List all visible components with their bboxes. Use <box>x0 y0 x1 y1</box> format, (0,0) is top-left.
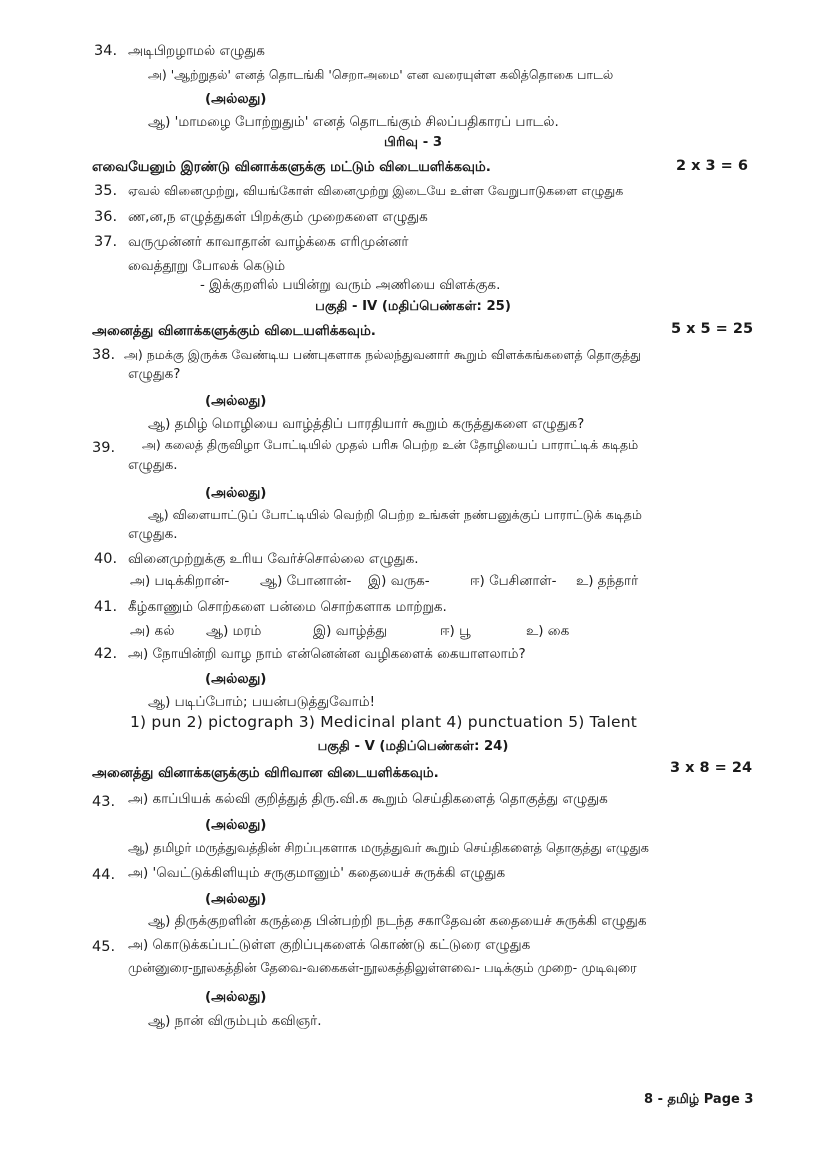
part-title: பகுதி - IV (மதிப்பெண்கள்: 25) <box>315 299 511 314</box>
option-a: அ) 'வெட்டுக்கிளியும் சருகுமானும்' கதையைச் சுருக்கி எழுதுக <box>128 865 506 881</box>
section-instruction: எவையேனும் இரண்டு வினாக்களுக்கு மட்டும் விடையளிக்கவும். <box>92 159 491 175</box>
option-b: ஆ) விளையாட்டுப் போட்டியில் வெற்றி பெற்ற உங்கள் நண்பனுக்குப் பாராட்டுக் கடிதம் <box>148 507 642 522</box>
part-score: 5 x 5 = 25 <box>671 321 754 337</box>
option-b: ஆ) மரம் <box>206 623 262 639</box>
question-number: 40. <box>94 551 118 567</box>
question-number: 36. <box>94 209 118 225</box>
page-footer: 8 - தமிழ் Page 3 <box>644 1092 754 1107</box>
option-a: அ) 'ஆற்றுதல்' எனத் தொடங்கி 'செறாஅமை' என வரையுள்ள கலித்தொகை பாடல் <box>148 67 614 82</box>
option-e: உ) கை <box>526 623 570 639</box>
option-b: ஆ) நான் விரும்பும் கவிஞர். <box>148 1013 322 1029</box>
question-number: 43. <box>92 794 116 810</box>
part-title: பகுதி - V (மதிப்பெண்கள்: 24) <box>317 739 509 754</box>
part-score: 3 x 8 = 24 <box>670 760 753 776</box>
question-text: ண,ன,ந எழுத்துகள் பிறக்கும் முறைகளை எழுதுக <box>128 209 428 225</box>
part-instruction: அனைத்து வினாக்களுக்கும் விரிவான விடையளிக்கவும். <box>92 765 439 781</box>
question-number: 38. <box>92 347 116 363</box>
question-text: வைத்தூறு போலக் கெடும் <box>128 258 286 274</box>
question-number: 34. <box>94 43 118 59</box>
or-label: (அல்லது) <box>205 485 267 501</box>
option-c: இ) வருக- <box>368 573 430 589</box>
question-number: 44. <box>92 867 116 883</box>
or-label: (அல்லது) <box>205 671 267 687</box>
option-a: எழுதுக? <box>128 366 181 382</box>
option-a: அ) கல் <box>130 623 175 639</box>
english-word-list: 1) pun 2) pictograph 3) Medicinal plant 4) punctuation 5) Talent <box>130 713 637 731</box>
or-label: (அல்லது) <box>205 891 267 907</box>
option-d: ஈ) பூ <box>440 623 471 639</box>
or-label: (அல்லது) <box>205 989 267 1005</box>
question-text: வினைமுற்றுக்கு உரிய வேர்ச்சொல்லை எழுதுக. <box>128 551 419 567</box>
option-e: உ) தந்தார் <box>576 573 639 589</box>
or-label: (அல்லது) <box>205 91 267 107</box>
option-a: அ) நமக்கு இருக்க வேண்டிய பண்புகளாக நல்லந்துவனார் கூறும் விளக்கங்களைத் தொகுத்து <box>124 347 642 362</box>
question-number: 35. <box>94 183 118 199</box>
section-title: பிரிவு - 3 <box>383 135 443 150</box>
option-a: எழுதுக. <box>128 457 178 473</box>
option-a: அ) காப்பியக் கல்வி குறித்துத் திரு.வி.க கூறும் செய்திகளைத் தொகுத்து எழுதுக <box>128 791 608 807</box>
option-b: ஆ) படிப்போம்; பயன்படுத்துவோம்! <box>148 694 375 710</box>
option-d: ஈ) பேசினாள்- <box>470 573 557 589</box>
question-text: ஏவல் வினைமுற்று, வியங்கோள் வினைமுற்று இடையே உள்ள வேறுபாடுகளை எழுதுக <box>128 183 624 198</box>
question-number: 39. <box>92 440 116 456</box>
option-c: இ) வாழ்த்து <box>313 623 388 639</box>
option-a: அ) கொடுக்கப்பட்டுள்ள குறிப்புகளைக் கொண்டு கட்டுரை எழுதுக <box>128 937 531 953</box>
question-text: அடிபிறழாமல் எழுதுக <box>128 43 265 59</box>
option-a: அ) படிக்கிறான்- <box>130 573 230 589</box>
option-b: ஆ) 'மாமழை போற்றுதும்' எனத் தொடங்கும் சிலப்பதிகாரப் பாடல். <box>148 114 559 130</box>
essay-points: முன்னுரை-நூலகத்தின் தேவை-வகைகள்-நூலகத்திலுள்ளவை- படிக்கும் முறை- முடிவுரை <box>128 961 637 976</box>
option-b: ஆ) தமிழ் மொழியை வாழ்த்திப் பாரதியார் கூறும் கருத்துகளை எழுதுக? <box>148 416 585 432</box>
question-text: - இக்குறளில் பயின்று வரும் அணியை விளக்குக. <box>200 277 501 293</box>
or-label: (அல்லது) <box>205 817 267 833</box>
or-label: (அல்லது) <box>205 393 267 409</box>
question-text: வருமுன்னர் காவாதான் வாழ்க்கை எரிமுன்னர் <box>128 234 409 250</box>
option-b: ஆ) தமிழர் மருத்துவத்தின் சிறப்புகளாக மருத்துவர் கூறும் செய்திகளைத் தொகுத்து எழுதுக <box>128 841 649 856</box>
question-number: 41. <box>94 599 118 615</box>
option-b: ஆ) திருக்குறளின் கருத்தை பின்பற்றி நடந்த சகாதேவன் கதையைச் சுருக்கி எழுதுக <box>148 913 647 929</box>
question-number: 45. <box>92 939 116 955</box>
section-score: 2 x 3 = 6 <box>676 158 748 174</box>
question-number: 37. <box>94 234 118 250</box>
option-b: எழுதுக. <box>128 526 178 542</box>
option-a: அ) கலைத் திருவிழா போட்டியில் முதல் பரிசு பெற்ற உன் தோழியைப் பாராட்டிக் கடிதம் <box>142 437 639 452</box>
part-instruction: அனைத்து வினாக்களுக்கும் விடையளிக்கவும். <box>92 323 376 339</box>
option-a: அ) நோயின்றி வாழ நாம் என்னென்ன வழிகளைக் கையாளலாம்? <box>128 646 526 662</box>
question-text: கீழ்காணும் சொற்களை பன்மை சொற்களாக மாற்றுக. <box>128 599 447 615</box>
question-number: 42. <box>94 646 118 662</box>
option-b: ஆ) போனான்- <box>260 573 352 589</box>
